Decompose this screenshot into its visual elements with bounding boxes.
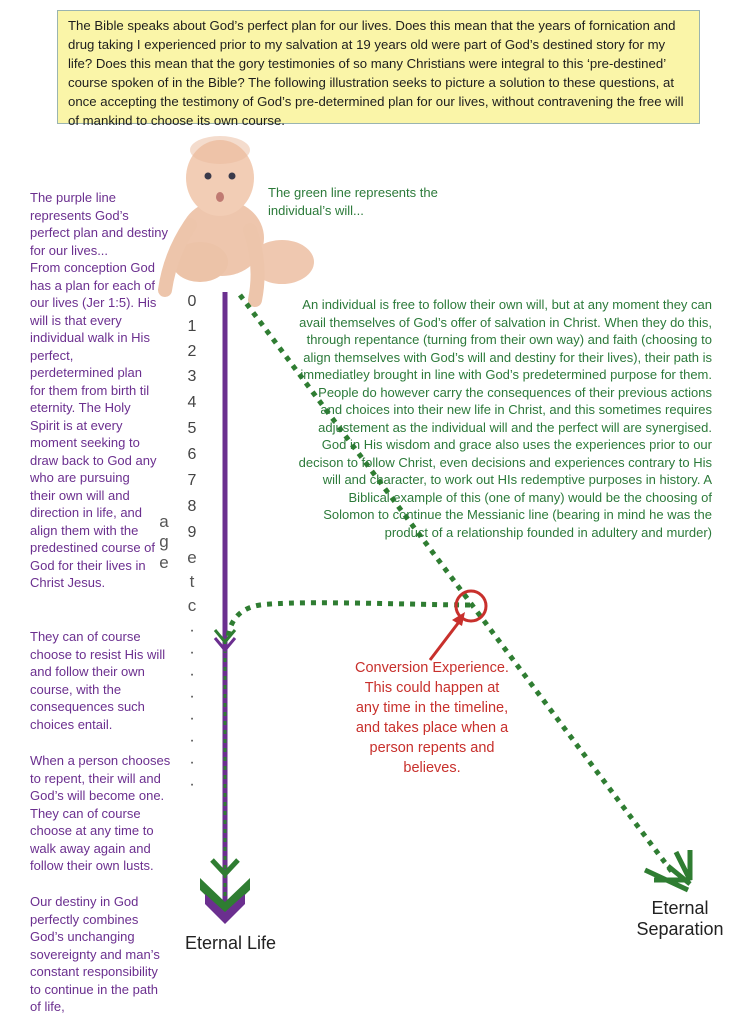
etc-letter-t: t [189, 572, 195, 591]
etc-letter-c: c [187, 596, 197, 615]
age-7: 7 [187, 472, 197, 489]
conversion-caption: Conversion Experience. This could happen at any time in the timeline, and takes place when a person repents and believes. [355, 660, 509, 776]
age-6: 6 [187, 446, 197, 463]
conversion-arrow [430, 618, 462, 660]
eternal-separation-label [630, 898, 730, 940]
resist-paragraph: They can of course choose to resist His will and follow their own course, with the consequences such choices entail. [30, 629, 166, 732]
eternal-separation-line2: Separation [636, 919, 724, 939]
perfect-plan-paragraph: From conception God has a plan for each of our lives (Jer 1:5). His will is that every individual walk in His perfect, perdetermined plan for them from birth til eternity. The Holy Spirit is at every moment seeking to draw back to God any who are pursuing their own will and direction in life, and align them with the predestined course of God for their lives in Christ Jesus. [30, 260, 157, 590]
green-line-caption: The green line represents the individual’s will... [268, 185, 438, 218]
age-2: 2 [187, 343, 197, 360]
age-0: 0 [187, 293, 197, 310]
age-5: 5 [187, 420, 197, 437]
age-letter-g: g [159, 532, 169, 551]
purple-line-caption: The purple line represents God’s perfect plan and destiny for our lives... [30, 190, 169, 258]
etc-letter-e: e [187, 548, 197, 567]
intro-text: The Bible speaks about God’s perfect plan for our lives. Does this mean that the years of fornication and drug taking I experienced prior to my salvation at 19 years old were part of God’s destined story for my life? Does this mean that the gory testimonies of so many Christians were integral to this ‘pre-destined’ course spoken of in the Bible? The following illustration seeks to picture a solution to these questions, at once accepting the testimony of God’s pre-determined plan for our lives, without contravening the free will of mankind to choose its own course. [68, 18, 684, 128]
age-9: 9 [187, 524, 197, 541]
age-8: 8 [187, 498, 197, 515]
age-4: 4 [187, 394, 197, 411]
age-letter-a: a [159, 512, 169, 531]
eternal-separation-line1: Eternal [651, 898, 709, 918]
age-3: 3 [187, 368, 197, 385]
destiny-paragraph: Our destiny in God perfectly combines God’s unchanging sovereignty and man’s constant responsibility to continue in the path of life, [30, 894, 160, 1014]
age-letter-e: e [159, 553, 169, 572]
age-1: 1 [187, 318, 197, 335]
free-will-paragraph: An individual is free to follow their own will, but at any moment they can avail themselves of God’s offer of salvation in Christ. When they do this, through repentance (turning from their own way) and faith (choosing to align themselves with God’s will and destiny for their lives), their path is immediatley brought in line with God’s predetermined purpose for them. People do however carry the consequences of their previous actions and choices into their new life in Christ, and this sometimes requires adjustement as the individual will and the perfect will are synergised. God in His wisdom and grace also uses the experiences prior to our decison to follow Christ, even decisions and experiences contrary to His will and character, to work out HIs redemptive purposes in history. A Biblical example of this (one of many) would be the choosing of Solomon to continue the Messianic line (bearing in mind he was the product of a relationship founded in adultery and murder) [298, 297, 712, 540]
repent-paragraph: When a person chooses to repent, their will and God’s will become one. They can of course choose at any time to walk away again and follow their own lusts. [30, 753, 171, 873]
conversion-branch-line [228, 603, 470, 638]
timeline-dots: · · · · · · · · [189, 622, 195, 793]
eternal-life-label: Eternal Life [185, 933, 277, 953]
